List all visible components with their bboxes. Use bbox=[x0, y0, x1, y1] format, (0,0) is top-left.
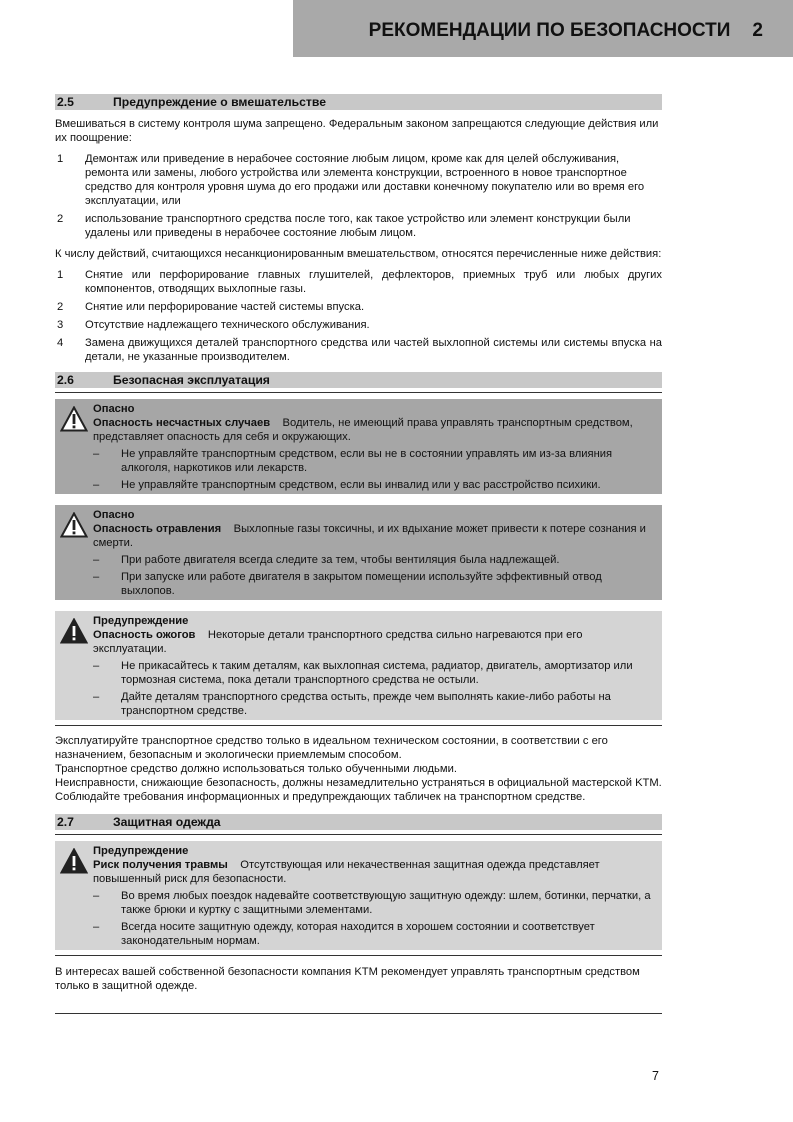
bullet-item bbox=[93, 659, 658, 687]
bullet-text: При работе двигателя всегда следите за тем, чтобы вентиляция была надлежащей. bbox=[121, 554, 560, 566]
warning-risk: Риск получения травмы bbox=[93, 859, 228, 871]
warning-box bbox=[55, 841, 662, 950]
section-title: Безопасная эксплуатация bbox=[113, 373, 270, 387]
danger-box bbox=[55, 399, 662, 494]
section-2-7-heading bbox=[55, 814, 662, 830]
bullet-text: Не управляйте транспортным средством, если вы инвалид или у вас расстройство психики. bbox=[121, 479, 601, 491]
section-title: Защитная одежда bbox=[113, 815, 221, 829]
warning-desc-text: Отсутствующая или некачественная защитная одежда представляет повышенный риск для безопасности. bbox=[93, 859, 600, 885]
s26-paragraph: Соблюдайте требования информационных и предупреждающих табличек на транспортном средстве. bbox=[55, 791, 586, 803]
warning-type: Опасно bbox=[93, 509, 135, 521]
list-text: Снятие или перфорирование главных глушителей, дефлекторов, приемных труб или любых других компонентов, отводящих выхлопные газы. bbox=[85, 269, 662, 295]
page-content bbox=[55, 94, 662, 1014]
s25-intro2: К числу действий, считающихся несанкционированным вмешательством, относятся перечисленные ниже действия: bbox=[55, 248, 662, 260]
warning-desc-text: Некоторые детали транспортного средства сильно нагреваются при его эксплуатации. bbox=[93, 629, 583, 655]
chapter-title bbox=[369, 20, 763, 42]
warning-triangle-outline-icon bbox=[60, 406, 88, 432]
s26-paragraph: Неисправности, снижающие безопасность, должны незамедлительно устраняться в официальной мастерской KTM. bbox=[55, 777, 662, 789]
dash-marker: – bbox=[93, 479, 100, 491]
danger-box bbox=[55, 505, 662, 600]
bullet-item bbox=[93, 690, 658, 718]
divider bbox=[55, 725, 662, 726]
s26-paragraph: Эксплуатируйте транспортное средство только в идеальном техническом состоянии, в соответствии с его назначением, безопасным и экологически приемлемым способом. bbox=[55, 735, 608, 761]
divider bbox=[55, 834, 662, 835]
list-number: 2 bbox=[57, 213, 64, 225]
dash-marker: – bbox=[93, 921, 100, 933]
list-number: 1 bbox=[57, 269, 64, 281]
list-text: Отсутствие надлежащего технического обслуживания. bbox=[85, 319, 370, 331]
warning-triangle-outline-icon bbox=[60, 512, 88, 538]
divider bbox=[55, 392, 662, 393]
warning-box bbox=[55, 611, 662, 720]
warning-description bbox=[93, 858, 658, 886]
section-number: 2.7 bbox=[57, 815, 74, 829]
bullet-text: При запуске или работе двигателя в закрытом помещении используйте эффективный отвод выхлопов. bbox=[121, 571, 602, 597]
list-text: Снятие или перфорирование частей системы впуска. bbox=[85, 301, 365, 313]
dash-marker: – bbox=[93, 448, 100, 460]
bullet-text: Не управляйте транспортным средством, если вы не в состоянии управлять им из-за влияния алкоголя, наркотиков или лекарств. bbox=[121, 448, 613, 474]
bullet-text: Не прикасайтесь к таким деталям, как выхлопная система, радиатор, двигатель, амортизатор или тормозная система, пока детали транспортного средства не остыли. bbox=[121, 660, 633, 686]
section-2-6-heading bbox=[55, 372, 662, 388]
warning-description bbox=[93, 522, 658, 550]
warning-description bbox=[93, 628, 658, 656]
bullet-text: Во время любых поездок надевайте соответствующую защитную одежду: шлем, ботинки, перчатки, а также брюки и куртку с защитными элементами. bbox=[121, 890, 651, 916]
warning-type: Опасно bbox=[93, 403, 135, 415]
bullet-item bbox=[93, 553, 658, 567]
warning-risk: Опасность отравления bbox=[93, 523, 222, 535]
section-title: Предупреждение о вмешательстве bbox=[113, 95, 326, 109]
footer-divider bbox=[55, 1013, 662, 1014]
page-number: 7 bbox=[652, 1069, 659, 1083]
chapter-title-text: РЕКОМЕНДАЦИИ ПО БЕЗОПАСНОСТИ bbox=[368, 20, 731, 41]
dash-marker: – bbox=[93, 890, 100, 902]
list-item bbox=[55, 152, 662, 208]
list-text: Замена движущихся деталей транспортного средства или частей выхлопной системы или системы впуска на детали, не указанные производителем. bbox=[85, 337, 662, 363]
s27-closing: В интересах вашей собственной безопасности компания KTM рекомендует управлять транспортным средством только в защитной одежде. bbox=[55, 966, 640, 992]
section-2-5-heading bbox=[55, 94, 662, 110]
chapter-number: 2 bbox=[752, 20, 763, 41]
warning-triangle-filled-icon bbox=[60, 618, 88, 644]
section-number: 2.5 bbox=[57, 95, 74, 109]
bullet-item bbox=[93, 447, 658, 475]
warning-triangle-filled-icon bbox=[60, 848, 88, 874]
dash-marker: – bbox=[93, 571, 100, 583]
list-number: 4 bbox=[57, 337, 64, 349]
list-number: 2 bbox=[57, 301, 64, 313]
bullet-item bbox=[93, 478, 658, 492]
list-item bbox=[55, 268, 662, 296]
warning-type: Предупреждение bbox=[93, 615, 189, 627]
warning-risk: Опасность несчастных случаев bbox=[93, 417, 271, 429]
s25-intro: Вмешиваться в систему контроля шума запрещено. Федеральным законом запрещаются следующие действия или их поощрение: bbox=[55, 118, 659, 144]
list-text: Демонтаж или приведение в нерабочее состояние любым лицом, кроме как для целей обслуживания, ремонта или замены, любого устройства или элемента конструкции, встроенного в новое транспортное средство для контроля уровня шума до его продажи или доставки конечному покупателю или во время его эксплуатации, или bbox=[85, 153, 645, 207]
bullet-text: Дайте деталям транспортного средства остыть, прежде чем выполнять какие-либо работы на транспортном средстве. bbox=[121, 691, 611, 717]
dash-marker: – bbox=[93, 691, 100, 703]
section-number: 2.6 bbox=[57, 373, 74, 387]
list-item bbox=[55, 336, 662, 364]
list-number: 3 bbox=[57, 319, 64, 331]
list-item bbox=[55, 318, 662, 332]
warning-desc-text: Выхлопные газы токсичны, и их вдыхание может привести к потере сознания и смерти. bbox=[93, 523, 646, 549]
dash-marker: – bbox=[93, 660, 100, 672]
bullet-text: Всегда носите защитную одежду, которая находится в хорошем состоянии и соответствует законодательным нормам. bbox=[121, 921, 595, 947]
list-number: 1 bbox=[57, 153, 64, 165]
bullet-item bbox=[93, 570, 658, 598]
warning-risk: Опасность ожогов bbox=[93, 629, 196, 641]
chapter-header bbox=[293, 0, 793, 57]
list-item bbox=[55, 212, 662, 240]
dash-marker: – bbox=[93, 554, 100, 566]
bullet-item bbox=[93, 889, 658, 917]
list-item bbox=[55, 300, 662, 314]
bullet-item bbox=[93, 920, 658, 948]
list-text: использование транспортного средства после того, как такое устройство или элемент конструкции были удалены или приведены в нерабочее состояние любым лицом. bbox=[85, 213, 631, 239]
warning-type: Предупреждение bbox=[93, 845, 189, 857]
warning-desc-text: Водитель, не имеющий права управлять транспортным средством, представляет опасность для себя и окружающих. bbox=[93, 417, 633, 443]
s26-paragraph: Транспортное средство должно использоваться только обученными людьми. bbox=[55, 763, 457, 775]
divider bbox=[55, 955, 662, 956]
warning-description bbox=[93, 416, 658, 444]
